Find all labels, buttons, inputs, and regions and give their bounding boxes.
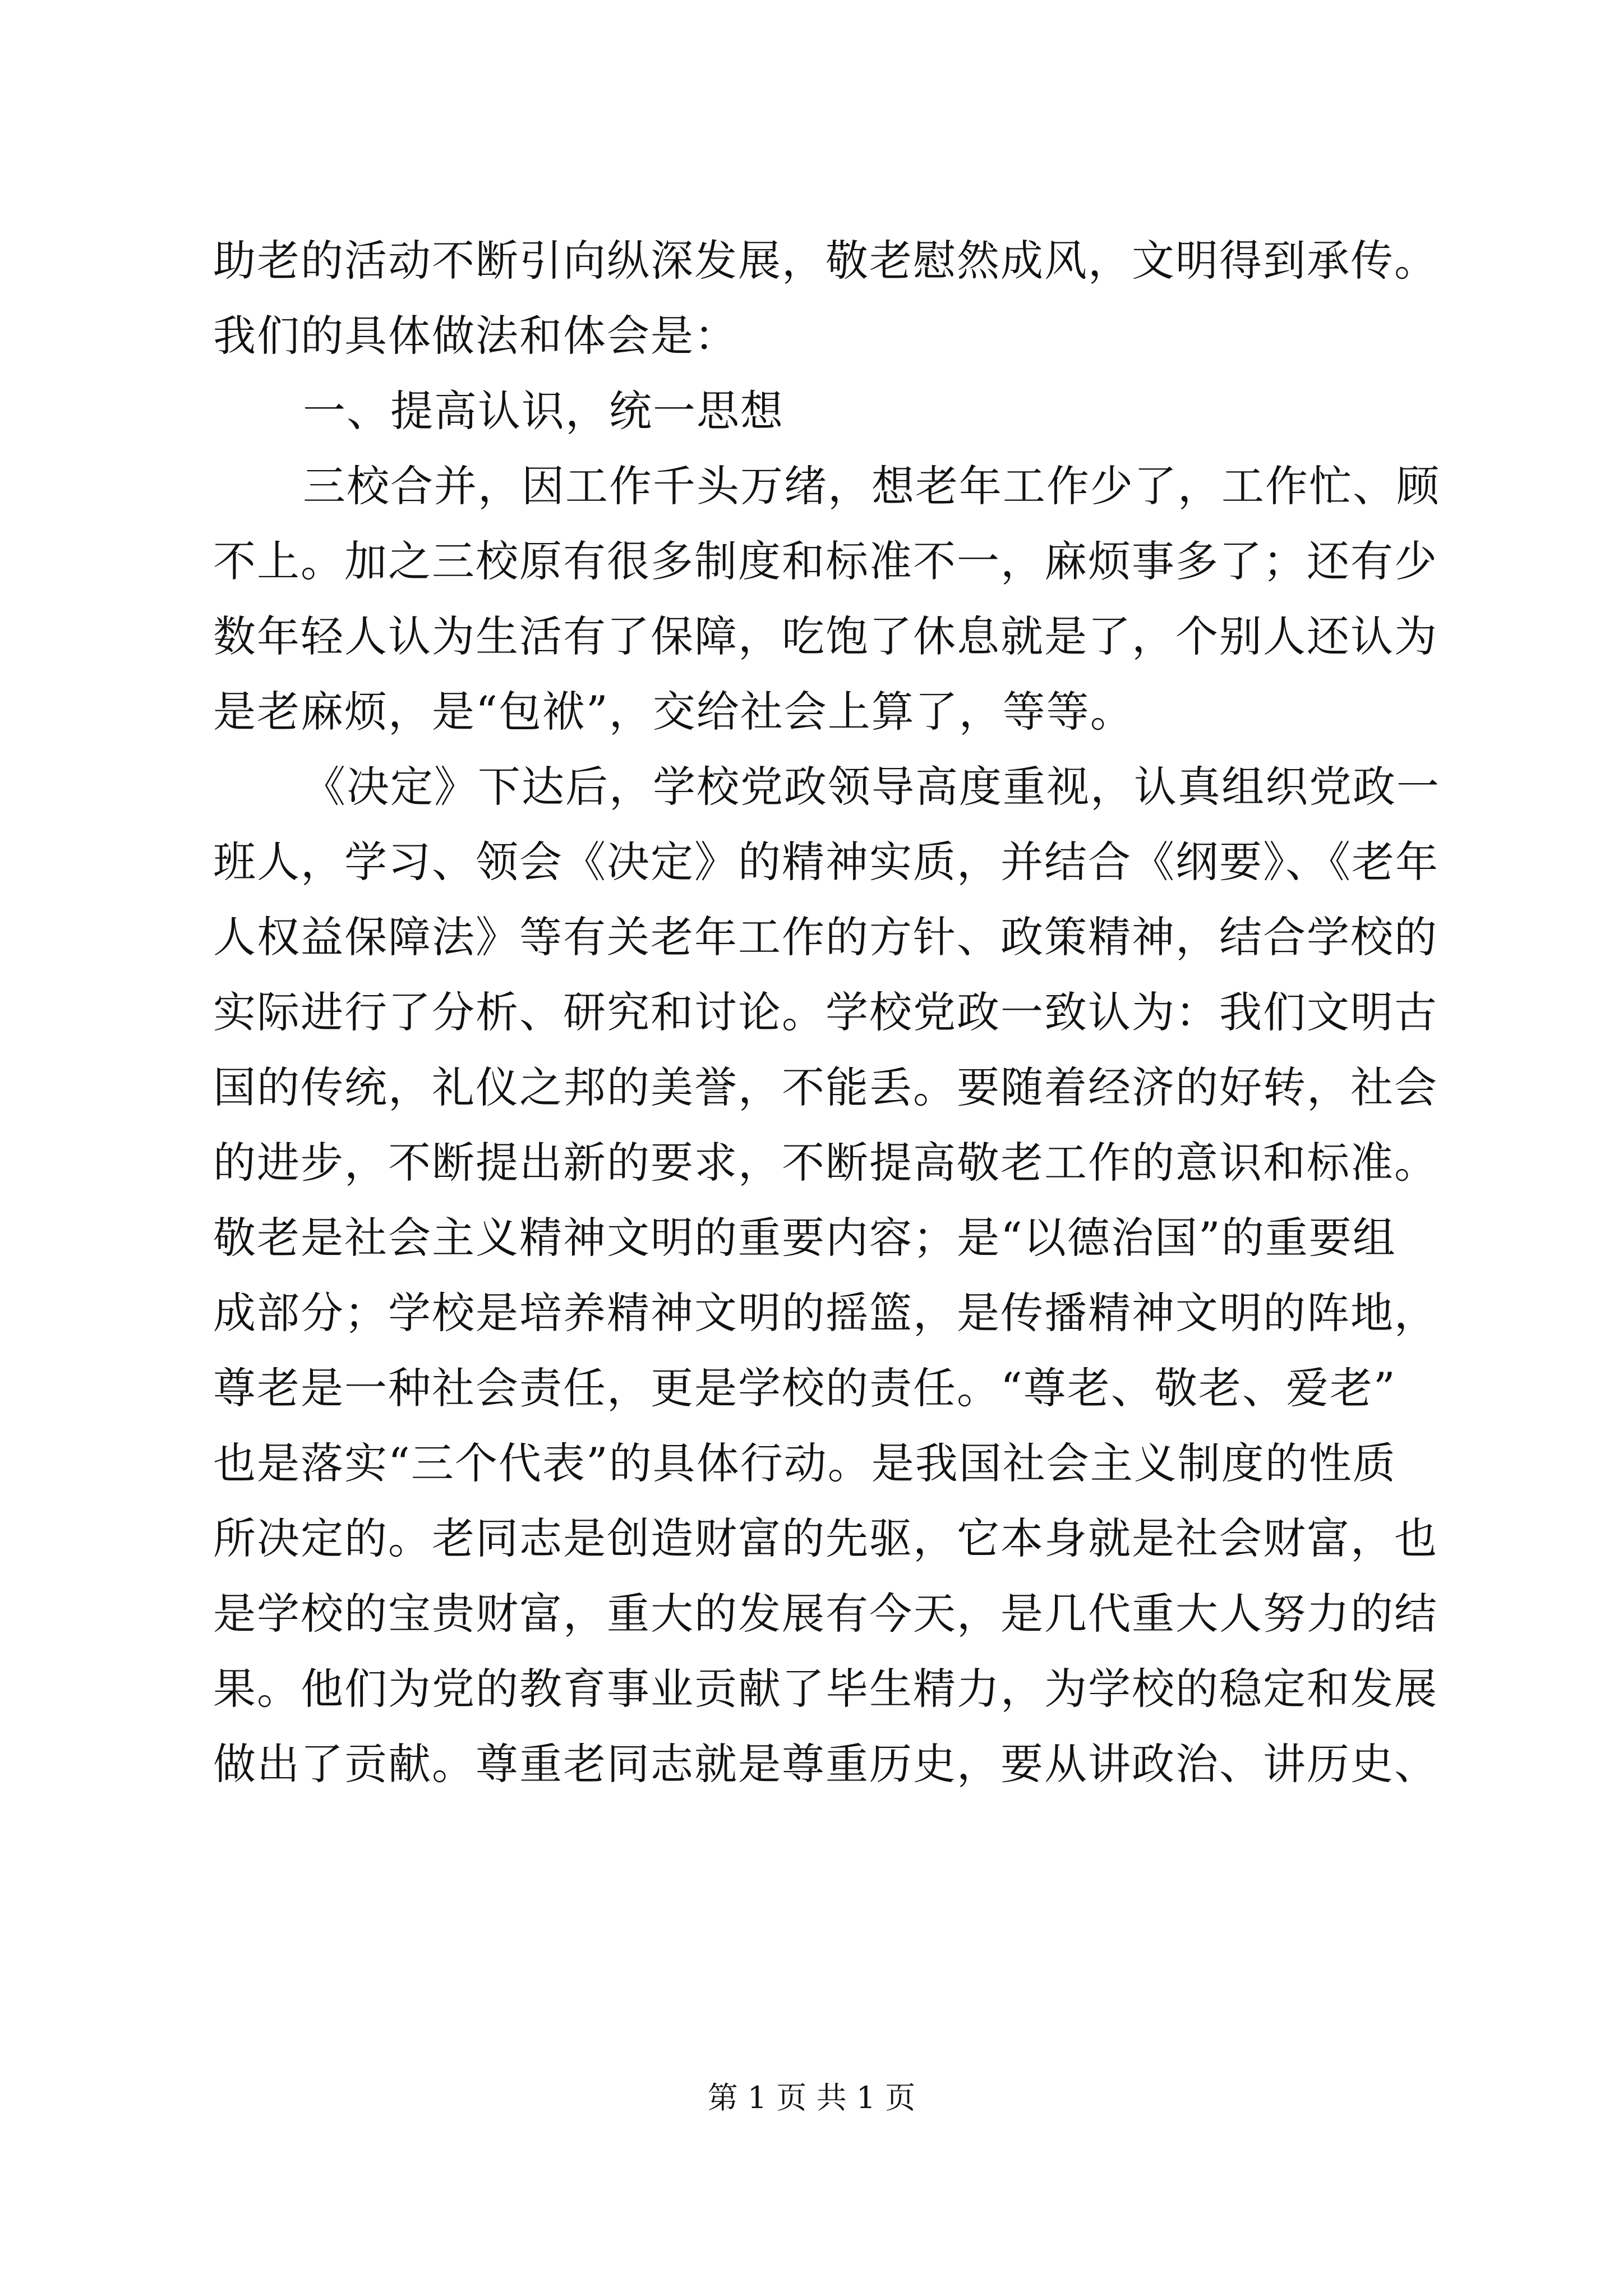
text-line: 《决定》下达后，学校党政领导高度重视，认真组织党政一 — [303, 762, 1440, 812]
text-line: 成部分；学校是培养精神文明的摇篮，是传播精神文明的阵地， — [213, 1288, 1438, 1338]
text-line: 不上。加之三校原有很多制度和标准不一，麻烦事多了；还有少 — [213, 536, 1438, 586]
text-line: 一、提高认识，统一思想 — [303, 386, 784, 436]
text-line: 实际进行了分析、研究和讨论。学校党政一致认为：我们文明古 — [213, 987, 1438, 1037]
text-line: 也是落实“三个代表”的具体行动。是我国社会主义制度的性质 — [213, 1438, 1396, 1488]
text-line: 国的传统，礼仪之邦的美誉，不能丢。要随着经济的好转，社会 — [213, 1062, 1438, 1112]
text-line: 我们的具体做法和体会是： — [213, 311, 738, 361]
text-line: 班人，学习、领会《决定》的精神实质，并结合《纲要》、《老年 — [213, 837, 1439, 887]
text-line: 的进步，不断提出新的要求，不断提高敬老工作的意识和标准。 — [213, 1138, 1438, 1188]
text-line: 所决定的。老同志是创造财富的先驱，它本身就是社会财富，也 — [213, 1513, 1438, 1563]
text-line: 是老麻烦，是“包袱”，交给社会上算了，等等。 — [213, 687, 1134, 737]
text-line: 人权益保障法》等有关老年工作的方针、政策精神，结合学校的 — [213, 912, 1438, 962]
text-line: 果。他们为党的教育事业贡献了毕生精力，为学校的稳定和发展 — [213, 1664, 1438, 1714]
text-line: 三校合并，因工作千头万绪，想老年工作少了，工作忙、顾 — [303, 461, 1440, 511]
text-line: 助老的活动不断引向纵深发展，敬老慰然成风，文明得到承传。 — [213, 236, 1438, 286]
text-line: 是学校的宝贵财富，重大的发展有今天，是几代重大人努力的结 — [213, 1589, 1438, 1639]
text-line: 敬老是社会主义精神文明的重要内容；是“以德治国”的重要组 — [213, 1213, 1396, 1263]
text-line: 尊老是一种社会责任，更是学校的责任。“尊老、敬老、爱老” — [213, 1363, 1396, 1413]
document-body — [213, 223, 1440, 1802]
text-line: 做出了贡献。尊重老同志就是尊重历史，要从讲政治、讲历史、 — [213, 1739, 1438, 1789]
text-line: 数年轻人认为生活有了保障，吃饱了休息就是了，个别人还认为 — [213, 611, 1438, 661]
page-footer: 第 1 页 共 1 页 — [707, 2080, 916, 2115]
